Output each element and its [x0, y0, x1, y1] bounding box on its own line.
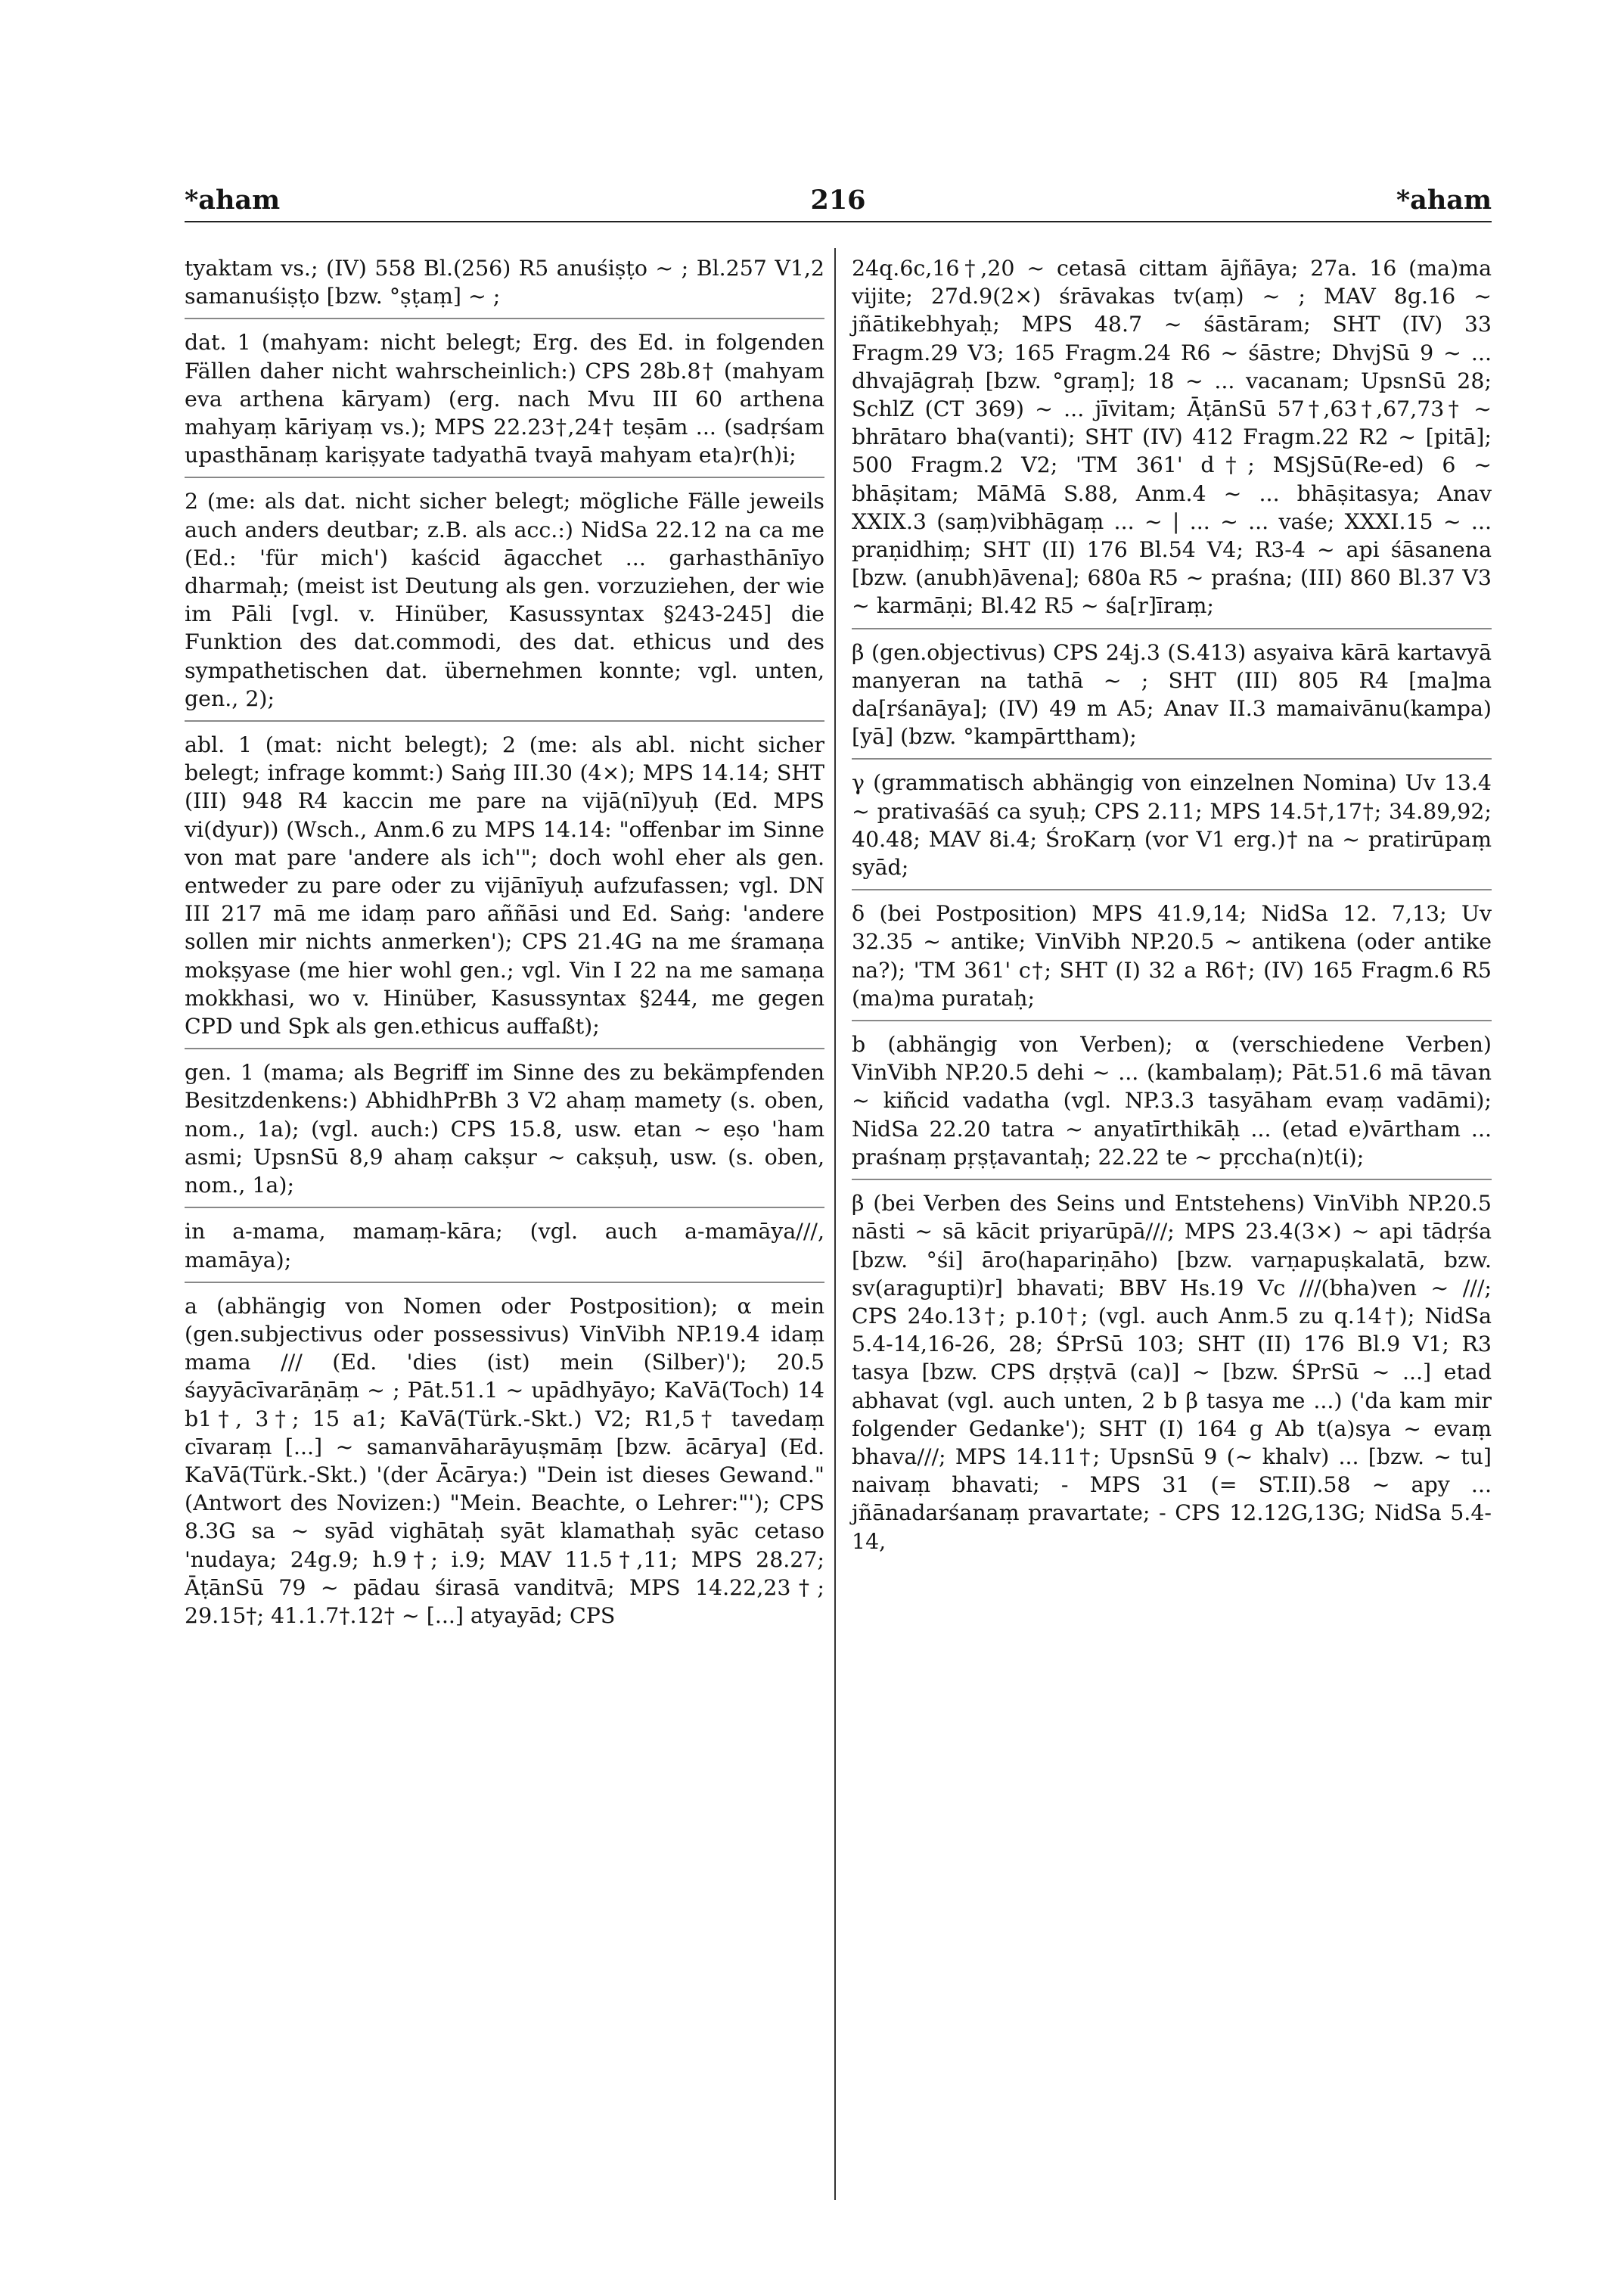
section-divider — [852, 1020, 1492, 1021]
entry-paragraph: 2 (me: als dat. nicht sicher belegt; mögliche Fälle jeweils auch anders deutbar; z.B. als acc.:) NidSa 22.12 na ca me (Ed.: 'für mich') kaścid āgacchet ... garhasthānīyo dharmaḥ; (meist ist Deutung als gen. vorzuziehen, der wie im Pāli [vgl. v. Hinüber, Kasussyntax §243-245] die Funktion des dat.commodi, des dat. ethicus und des sympathetischen dat. übernehmen konnte; vgl. unten, gen., 2); — [185, 489, 824, 711]
page-header — [185, 185, 1492, 222]
entry-paragraph: b (abhängig von Verben); α (verschiedene Verben) VinVibh NP.20.5 dehi ~ ... (kambalaṃ); Pāt.51.6 mā tāvan ~ kiñcid vadatha (vgl. NP.3.3 tasyāham evaṃ vadāmi); NidSa 22.20 tatra ~ anyatīrthikāḥ ... (etad e)vārtham ... praśnaṃ pṛṣṭavantaḥ; 22.22 te ~ pṛccha(n)t(i); — [852, 1032, 1492, 1170]
entry-paragraph: gen. 1 (mama; als Begriff im Sinne des zu bekämpfenden Besitzdenkens:) AbhidhPrBh 3 V2 ahaṃ mamety (s. oben, nom., 1a); (vgl. auch:) CPS 15.8, usw. etan ~ eṣo 'ham asmi; UpsnSū 8,9 ahaṃ cakṣur ~ cakṣuḥ, usw. (s. oben, nom., 1a); — [185, 1060, 824, 1198]
column-divider — [834, 248, 836, 2200]
section-divider — [852, 889, 1492, 890]
left-column — [185, 254, 824, 1637]
section-divider — [185, 318, 824, 319]
entry-paragraph: tyaktam vs.; (IV) 558 Bl.(256) R5 anuśiṣṭo ~ ; Bl.257 V1,2 samanuśiṣṭo [bzw. °ṣṭaṃ] ~ ; — [185, 256, 824, 309]
section-divider — [185, 720, 824, 722]
entry-paragraph: abl. 1 (mat: nicht belegt); 2 (me: als abl. nicht sicher belegt; infrage kommt:) Saṅg III.30 (4×); MPS 14.14; SHT (III) 948 R4 kaccin me pare na vijā(nī)yuḥ (Ed. MPS vi(dyur)) (Wsch., Anm.6 zu MPS 14.14: "offenbar im Sinne von mat pare 'andere als ich'"; doch wohl eher als gen. entweder zu pare oder zu vijānīyuḥ aufzufassen; vgl. DN III 217 mā me idaṃ paro aññāsi und Ed. Saṅg: 'andere sollen mir nichts anmerken'); CPS 21.4G na me śramaṇa mokṣyase (me hier wohl gen.; vgl. Vin I 22 na me samaṇa mokkhasi, wo v. Hinüber, Kasussyntax §244, me gegen CPD und Spk als gen.ethicus auffaßt); — [185, 732, 824, 1039]
entry-paragraph: β (gen.objectivus) CPS 24j.3 (S.413) asyaiva kārā kartavyā manyeran na tathā ~ ; SHT (III) 805 R4 [ma]ma da[rśanāya]; (IV) 49 m A5; Anav II.3 mamaivānu(kampa)[yā] (bzw. °kampārttham); — [852, 639, 1492, 750]
entry-paragraph: 24q.6c,16†,20 ~ cetasā cittam ājñāya; 27a. 16 (ma)ma vijite; 27d.9(2×) śrāvakas tv(aṃ) ~ ; MAV 8g.16 ~ jñātikebhyaḥ; MPS 48.7 ~ śāstāram; SHT (IV) 33 Fragm.29 V3; 165 Fragm.24 R6 ~ śāstre; DhvjSū 9 ~ ... dhvajāgraḥ [bzw. °graṃ]; 18 ~ ... vacanam; UpsnSū 28; SchlZ (CT 369) ~ ... jīvitam; ĀṭānSū 57†,63†,67,73† ~ bhrātaro bha(vanti); SHT (IV) 412 Fragm.22 R2 ~ [pitā]; 500 Fragm.2 V2; 'TM 361' d†; MSjSū(Re-ed) 6 ~ bhāṣitam; MāMā S.88, Anm.4 ~ ... bhāṣitasya; Anav XXIX.3 (saṃ)vibhāgaṃ ... ~ | ... ~ ... vaśe; XXXI.15 ~ ... praṇidhiṃ; SHT (II) 176 Bl.54 V4; R3-4 ~ api śāsanena [bzw. (anubh)āvena]; 680a R5 ~ praśna; (III) 860 Bl.37 V3 ~ karmāṇi; Bl.42 R5 ~ śa[r]īraṃ; — [852, 256, 1492, 619]
entry-paragraph: γ (grammatisch abhängig von einzelnen Nomina) Uv 13.4 ~ prativaśāś ca syuḥ; CPS 2.11; MPS 14.5†,17†; 34.89,92; 40.48; MAV 8i.4; ŚroKarṇ (vor V1 erg.)† na ~ pratirūpaṃ syād; — [852, 770, 1492, 881]
entry-paragraph: dat. 1 (mahyam: nicht belegt; Erg. des Ed. in folgenden Fällen daher nicht wahrscheinlich:) CPS 28b.8† (mahyam eva arthena kāryam) (erg. nach Mvu III 60 arthena mahyaṃ kāriyaṃ vs.); MPS 22.23†,24† teṣām ... (sadṛśam upasthānaṃ kariṣyate tadyathā tvayā mahyam eta)r(h)i; — [185, 330, 824, 468]
entry-paragraph: a (abhängig von Nomen oder Postposition); α mein (gen.subjectivus oder possessivus) VinVibh NP.19.4 idaṃ mama /// (Ed. 'dies (ist) mein (Silber)'); 20.5 śayyācīvarāṇāṃ ~ ; Pāt.51.1 ~ upādhyāyo; KaVā(Toch) 14 b1†, 3†; 15 a1; KaVā(Türk.-Skt.) V2; R1,5† tavedaṃ cīvaraṃ [...] ~ samanvāharāyuṣmāṃ [bzw. ācārya] (Ed. KaVā(Türk.-Skt.) '(der Ācārya:) "Dein ist dieses Gewand." (Antwort des Novizen:) "Mein. Beachte, o Lehrer:"'); CPS 8.3G sa ~ syād vighātaḥ syāt klamathaḥ syāc cetaso 'nudaya; 24g.9; h.9†; i.9; MAV 11.5†,11; MPS 28.27; ĀṭānSū 79 ~ pādau śirasā vanditvā; MPS 14.22,23†; 29.15†; 41.1.7†.12† ~ [...] atyayād; CPS — [185, 1293, 824, 1628]
section-divider — [185, 1048, 824, 1049]
section-divider — [852, 758, 1492, 760]
entry-paragraph: β (bei Verben des Seins und Entstehens) VinVibh NP.20.5 nāsti ~ sā kācit priyarūpā///; MPS 23.4(3×) ~ api tādṛśa [bzw. °śi] āro(hapariṇāho) [bzw. varṇapuṣkalatā, bzw. sv(aragupti)r] bhavati; BBV Hs.19 Vc ///(bha)ven ~ ///; CPS 24o.13†; p.10†; (vgl. auch Anm.5 zu q.14†); NidSa 5.4-14,16-26, 28; ŚPrSū 103; SHT (II) 176 Bl.9 V1; R3 tasya [bzw. CPS dṛṣṭvā (ca)] ~ [bzw. ŚPrSū ~ ...] etad abhavat (vgl. auch unten, 2 b β tasya me ...) ('da kam mir folgender Gedanke'); SHT (I) 164 g Ab t(a)sya ~ evaṃ bhava///; MPS 14.11†; UpsnSū 9 (~ khalv) ... [bzw. ~ tu] naivaṃ bhavati; - MPS 31 (= ST.II).58 ~ apy ... jñānadarśanaṃ pravartate; - CPS 12.12G,13G; NidSa 5.4-14, — [852, 1191, 1492, 1554]
page-number: 216 — [810, 185, 866, 216]
running-head-left: *aham — [185, 185, 281, 216]
section-divider — [852, 628, 1492, 629]
header-rule — [185, 221, 1492, 222]
section-divider — [852, 1179, 1492, 1180]
section-divider — [185, 1282, 824, 1283]
section-divider — [185, 477, 824, 478]
section-divider — [185, 1207, 824, 1208]
right-column — [852, 254, 1492, 1563]
entry-paragraph: in a-mama, mamaṃ-kāra; (vgl. auch a-mamāya///, mamāya); — [185, 1219, 824, 1273]
running-head-right: *aham — [1396, 185, 1492, 216]
entry-paragraph: δ (bei Postposition) MPS 41.9,14; NidSa 12. 7,13; Uv 32.35 ~ antike; VinVibh NP.20.5 ~ antikena (oder antike na?); 'TM 361' c†; SHT (I) 32 a R6†; (IV) 165 Fragm.6 R5 (ma)ma purataḥ; — [852, 901, 1492, 1011]
